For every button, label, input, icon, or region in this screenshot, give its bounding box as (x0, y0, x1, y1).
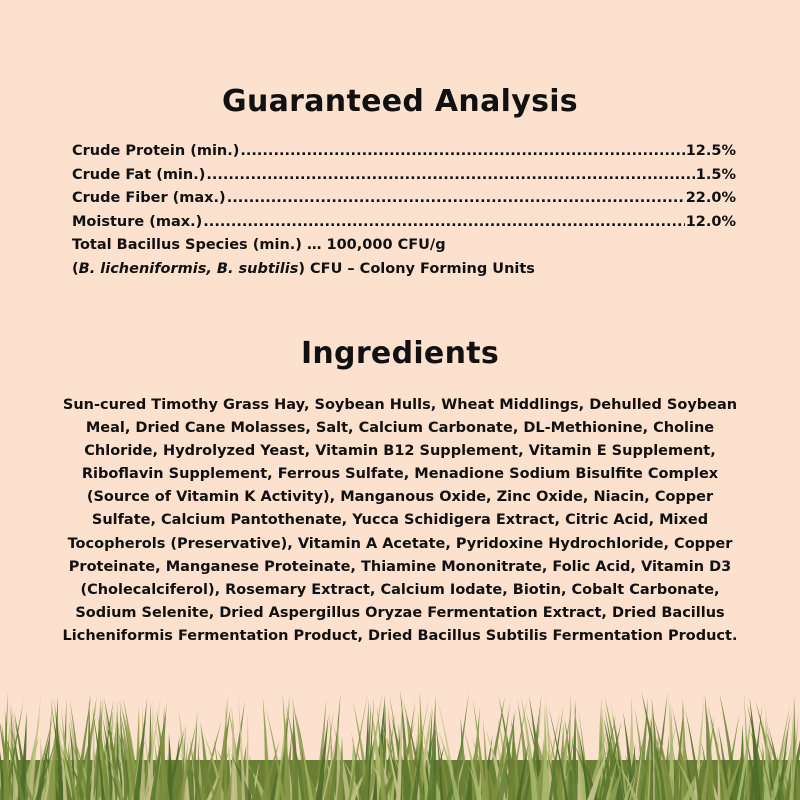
dot-leader (227, 187, 685, 211)
analysis-value: 1.5% (695, 166, 736, 183)
species-paren: ( (72, 260, 79, 277)
analysis-row-fiber (72, 187, 736, 211)
analysis-label: Moisture (max.) (72, 213, 203, 230)
analysis-value: 22.0% (685, 190, 736, 206)
analysis-row-fat (72, 164, 736, 188)
analysis-label: Crude Fat (min.) (72, 166, 206, 183)
analysis-label: Crude Fiber (max.) (72, 190, 226, 206)
analysis-value: 12.0% (685, 213, 736, 230)
grass-hay-image (0, 690, 800, 800)
analysis-label: Crude Protein (min.) (72, 143, 240, 159)
analysis-row-protein (72, 140, 736, 164)
species-names: B. licheniformis, B. subtilis (78, 260, 299, 277)
species-cfu-note: ) CFU – Colony Forming Units (298, 260, 535, 277)
guaranteed-analysis-list (72, 140, 736, 281)
ingredients-text: Sun-cured Timothy Grass Hay, Soybean Hulls, Wheat Middlings, Dehulled Soybean Meal, Dried Cane Molasses, Salt, Calcium Carbonate, DL-Methionine, Choline Chloride, Hydrolyzed Yeast, Vitamin B12 Supplement, Vitamin E Supplement, Riboflavin Supplement, Ferrous Sulfate, Menadione Sodium Bisulfite Complex (Source of Vitamin K Activity), Manganous Oxide, Zinc Oxide, Niacin, Copper Sulfate, Calcium Pantothenate, Yucca Schidigera Extract, Citric Acid, Mixed Tocopherols (Preservative), Vitamin A Acetate, Pyridoxine Hydrochloride, Copper Proteinate, Manganese Proteinate, Thiamine Mononitrate, Folic Acid, Vitamin D3 (Cholecalciferol), Rosemary Extract, Calcium Iodate, Biotin, Cobalt Carbonate, Sodium Selenite, Dried Aspergillus Oryzae Fermentation Extract, Dried Bacillus Licheniformis Fermentation Product, Dried Bacillus Subtilis Fermentation Product. (62, 397, 738, 644)
bacillus-line: Total Bacillus Species (min.) … 100,000 CFU/g (72, 237, 446, 253)
analysis-value: 12.5% (685, 143, 736, 159)
guaranteed-analysis-title: Guaranteed Analysis (222, 84, 578, 119)
ingredients-title: Ingredients (300, 336, 500, 371)
dot-leader (203, 211, 684, 235)
species-line (72, 258, 736, 282)
analysis-row-moisture (72, 211, 736, 235)
dot-leader (206, 164, 694, 188)
dot-leader (240, 140, 684, 164)
